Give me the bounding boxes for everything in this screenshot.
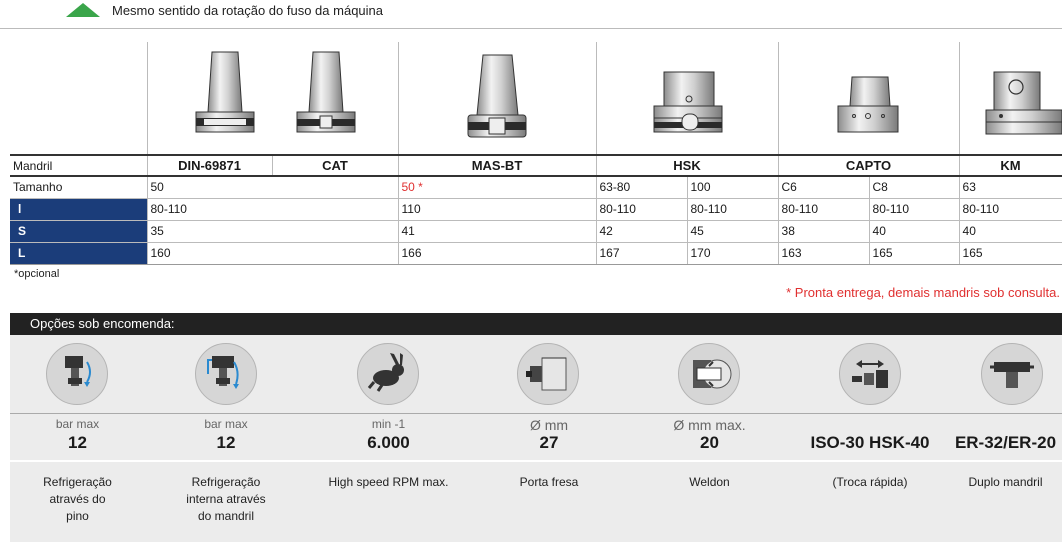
l1-row bbox=[10, 198, 1062, 220]
option-coolant-through-pin bbox=[10, 335, 145, 542]
mandril-row bbox=[10, 155, 1062, 176]
quick-change-icon bbox=[839, 343, 901, 405]
table-cell: 160 bbox=[147, 242, 398, 264]
double-collet-icon bbox=[981, 343, 1043, 405]
shell-mill-icon bbox=[517, 343, 579, 405]
option-description: (Troca rápida) bbox=[832, 475, 908, 489]
table-cell: 80-110 bbox=[869, 198, 959, 220]
table-cell: 42 bbox=[596, 220, 687, 242]
table-cell: 63-80 bbox=[596, 176, 687, 198]
table-cell: 50 * bbox=[398, 176, 596, 198]
row-label: Tamanho bbox=[10, 176, 147, 198]
option-value: 12 bbox=[68, 433, 87, 452]
tool-holder-drawings bbox=[0, 40, 1062, 154]
mas-bt-holder-drawing bbox=[468, 55, 526, 137]
table-cell: 80-110 bbox=[687, 198, 778, 220]
internal-coolant-icon bbox=[195, 343, 257, 405]
table-cell: 80-110 bbox=[959, 198, 1062, 220]
options-panel bbox=[10, 335, 1062, 542]
option-internal-coolant bbox=[145, 335, 307, 542]
rotation-legend bbox=[66, 0, 383, 20]
table-cell: 80-110 bbox=[147, 198, 398, 220]
top-divider bbox=[0, 28, 1062, 29]
header-hsk: HSK bbox=[596, 155, 778, 176]
table-cell: 166 bbox=[398, 242, 596, 264]
option-value: ER-32/ER-20 bbox=[954, 433, 1057, 452]
row-label: l bbox=[10, 198, 147, 220]
table-cell: 41 bbox=[398, 220, 596, 242]
options-divider bbox=[10, 460, 1062, 462]
option-unit: min -1 bbox=[307, 413, 470, 431]
header-capto: CAPTO bbox=[778, 155, 959, 176]
option-unit: bar max bbox=[10, 413, 145, 431]
option-description: Porta fresa bbox=[519, 475, 579, 489]
option-description: Refrigeração através do pino bbox=[43, 475, 112, 523]
option-high-speed bbox=[307, 335, 470, 542]
table-cell: 80-110 bbox=[596, 198, 687, 220]
footnote: *opcional bbox=[14, 268, 60, 280]
table-cell: 110 bbox=[398, 198, 596, 220]
table-cell: 40 bbox=[959, 220, 1062, 242]
option-unit: Ø mm max. bbox=[628, 413, 791, 433]
s-row bbox=[10, 220, 1062, 242]
option-description: High speed RPM max. bbox=[328, 475, 449, 489]
table-cell: 50 bbox=[147, 176, 398, 198]
option-unit: bar max bbox=[145, 413, 307, 431]
option-weldon bbox=[628, 335, 791, 542]
availability-note: * Pronta entrega, demais mandris sob consulta. bbox=[786, 285, 1060, 300]
option-value: 12 bbox=[216, 433, 236, 452]
option-value: 20 bbox=[700, 433, 719, 452]
option-description: Duplo mandril bbox=[968, 475, 1043, 489]
table-cell: 63 bbox=[959, 176, 1062, 198]
header-din-69871: DIN-69871 bbox=[147, 155, 272, 176]
table-cell: 100 bbox=[687, 176, 778, 198]
table-cell: 165 bbox=[869, 242, 959, 264]
option-quick-change bbox=[791, 335, 949, 542]
header-km: KM bbox=[959, 155, 1062, 176]
option-unit: Ø mm bbox=[470, 413, 628, 433]
option-unit bbox=[791, 413, 949, 417]
table-cell: 170 bbox=[687, 242, 778, 264]
table-cell: 167 bbox=[596, 242, 687, 264]
table-cell: C6 bbox=[778, 176, 869, 198]
header-mas-bt: MAS-BT bbox=[398, 155, 596, 176]
option-value: 27 bbox=[539, 433, 559, 452]
row-label: Mandril bbox=[10, 155, 147, 176]
table-cell: 163 bbox=[778, 242, 869, 264]
hsk-holder-drawing bbox=[654, 72, 722, 132]
rabbit-icon bbox=[357, 343, 419, 405]
row-label: S bbox=[10, 220, 147, 242]
specs-table bbox=[10, 154, 1062, 265]
l2-row bbox=[10, 242, 1062, 264]
green-triangle-icon bbox=[66, 3, 100, 17]
din-69871-holder-drawing bbox=[196, 52, 254, 132]
table-cell: 38 bbox=[778, 220, 869, 242]
km-holder-drawing bbox=[986, 72, 1062, 134]
table-cell: 35 bbox=[147, 220, 398, 242]
option-description: Weldon bbox=[689, 475, 730, 489]
cat-holder-drawing bbox=[297, 52, 355, 132]
capto-holder-drawing bbox=[838, 77, 898, 132]
option-description: Refrigeração interna através do mandril bbox=[186, 475, 266, 523]
table-cell: 45 bbox=[687, 220, 778, 242]
option-unit bbox=[949, 413, 1062, 417]
option-value: 6.000 bbox=[367, 433, 410, 452]
table-cell: 165 bbox=[959, 242, 1062, 264]
weldon-icon bbox=[678, 343, 740, 405]
option-value: ISO-30 HSK-40 bbox=[810, 433, 930, 452]
row-label: L bbox=[10, 242, 147, 264]
option-shell-mill bbox=[470, 335, 628, 542]
header-cat: CAT bbox=[272, 155, 398, 176]
table-cell: 40 bbox=[869, 220, 959, 242]
rotation-legend-text: Mesmo sentido da rotação do fuso da máquina bbox=[112, 2, 384, 18]
table-cell: 80-110 bbox=[778, 198, 869, 220]
coolant-through-pin-icon bbox=[46, 343, 108, 405]
tamanho-row bbox=[10, 176, 1062, 198]
table-cell: C8 bbox=[869, 176, 959, 198]
option-double-collet bbox=[949, 335, 1062, 542]
options-header-bar: Opções sob encomenda: bbox=[10, 313, 1062, 335]
